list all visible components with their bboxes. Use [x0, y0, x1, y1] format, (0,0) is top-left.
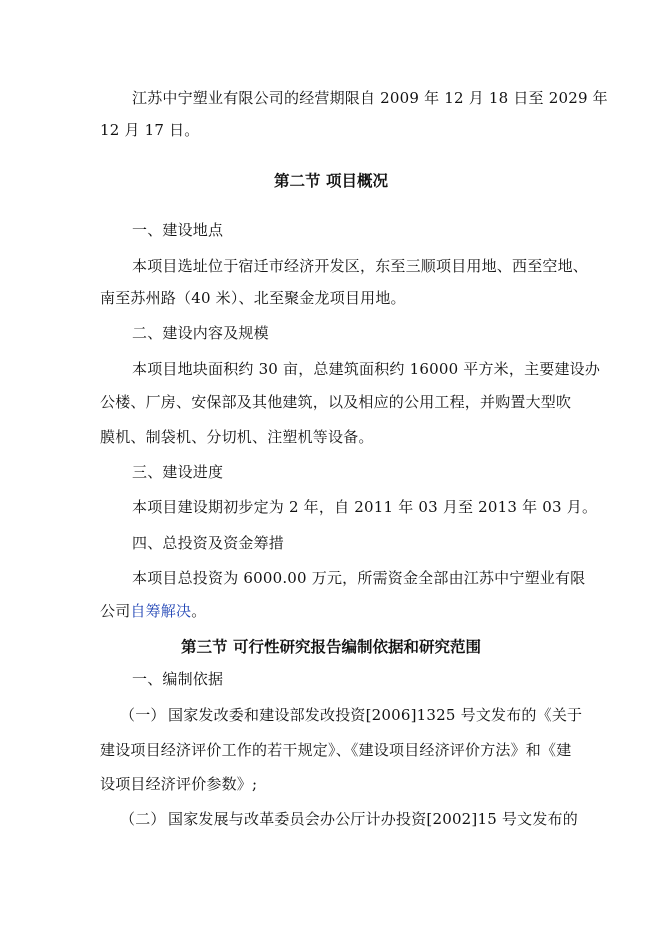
text-segment: 公司: [100, 602, 131, 620]
item-heading: 三、建设进度: [132, 463, 224, 481]
basis-item-line: [120, 809, 610, 829]
paragraph-line: 本项目建设期初步定为 2 年，自 2011 年 03 月至 2013 年 03 月。: [132, 498, 598, 516]
paragraph-line: 公楼、厂房、安保部及其他建筑，以及相应的公用工程，并购置大型吹: [100, 393, 572, 411]
paragraph-line: [100, 601, 590, 621]
paragraph-line: 南至苏州路（40 米）、北至聚金龙项目用地。: [100, 289, 406, 307]
paragraph-line: 建设项目经济评价工作的若干规定》、《建设项目经济评价方法》和《建: [100, 741, 572, 759]
paragraph-line: 本项目地块面积约 30 亩，总建筑面积约 16000 平方米，主要建设办: [132, 360, 601, 378]
paragraph-line: 膜机、制袋机、分切机、注塑机等设备。: [100, 428, 374, 446]
text-segment: 国家发展与改革委员会办公厅计办投资[2002]15 号文发布的: [168, 810, 578, 828]
section-title: 第二节 项目概况: [274, 172, 388, 190]
paragraph-line: 本项目总投资为 6000.00 万元，所需资金全部由江苏中宁塑业有限: [132, 569, 586, 587]
text-segment: 。: [191, 602, 207, 620]
text-segment: 国家发改委和建设部发改投资[2006]1325 号文发布的《关于: [168, 706, 583, 724]
item-heading: 一、建设地点: [132, 221, 224, 239]
item-heading: 四、总投资及资金筹措: [132, 534, 285, 552]
paragraph-line: 设项目经济评价参数》;: [100, 775, 258, 793]
basis-number-label: （一）: [120, 706, 166, 724]
paragraph-line: 12 月 17 日。: [100, 121, 200, 139]
basis-number-label: （二）: [120, 810, 166, 828]
paragraph-line: 江苏中宁塑业有限公司的经营期限自 2009 年 12 月 18 日至 2029 年: [132, 89, 608, 107]
section-title: 第三节 可行性研究报告编制依据和研究范围: [181, 638, 481, 656]
self-funded-link[interactable]: 自筹解决: [130, 602, 192, 620]
item-heading: 一、编制依据: [132, 670, 224, 688]
basis-item-line: [120, 705, 610, 725]
item-heading: 二、建设内容及规模: [132, 324, 269, 342]
paragraph-line: 本项目选址位于宿迁市经济开发区，东至三顺项目用地、西至空地、: [132, 257, 589, 275]
